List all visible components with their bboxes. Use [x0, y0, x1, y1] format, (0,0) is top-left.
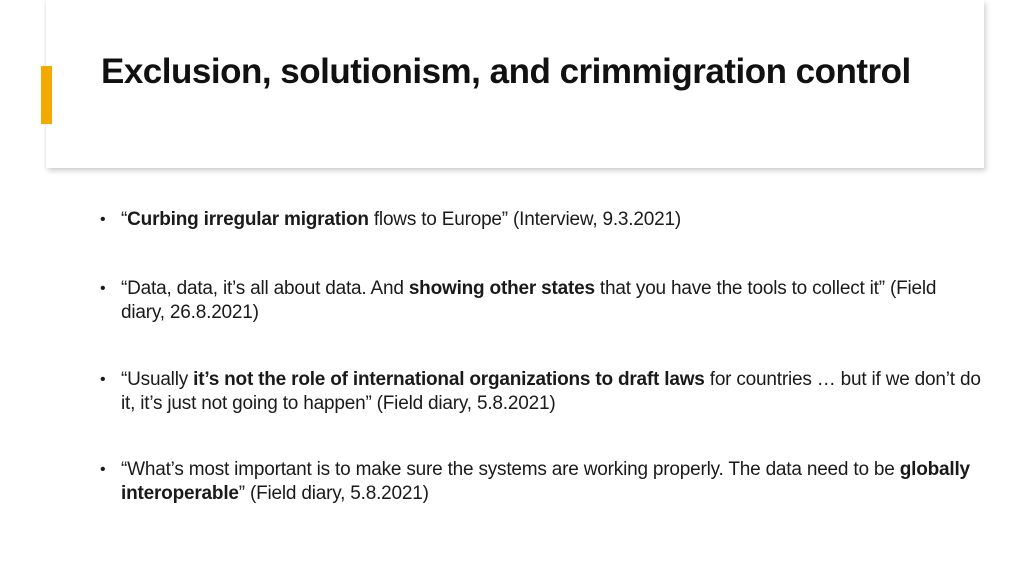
bullet-1-text: “: [121, 209, 128, 230]
bullet-item-2: [100, 277, 981, 325]
accent-bar: [41, 66, 52, 124]
bullet-4-text: “What’s most important is to make sure the systems are working properly. The data need to be: [121, 459, 900, 480]
bullet-3-text: “Usually: [121, 369, 194, 390]
bullet-item-4: [100, 458, 981, 506]
bullet-2-emphasis: showing other states: [408, 278, 595, 299]
slide-title: Exclusion, solutionism, and crimmigration control: [101, 52, 911, 91]
bullet-2-text-end: that you have the tools to collect it” (Field diary, 26.8.2021): [121, 278, 937, 323]
bullet-4-text-end: ” (Field diary, 5.8.2021): [238, 483, 429, 504]
bullet-2-text: “Data, data, it’s all about data. And: [121, 278, 409, 299]
bullet-1-emphasis: Curbing irregular migration: [127, 209, 369, 230]
bullet-item-1: [100, 208, 981, 232]
bullet-3-emphasis: it’s not the role of international organizations to draft laws: [193, 369, 705, 390]
bullet-1-text-end: flows to Europe” (Interview, 9.3.2021): [368, 209, 681, 230]
bullet-3-text-end: for countries … but if we don’t do it, it’s just not going to happen” (Field diary, 5.8.2021): [121, 369, 981, 414]
bullet-item-3: [100, 368, 981, 416]
bullet-4-emphasis: globally interoperable: [121, 459, 970, 504]
